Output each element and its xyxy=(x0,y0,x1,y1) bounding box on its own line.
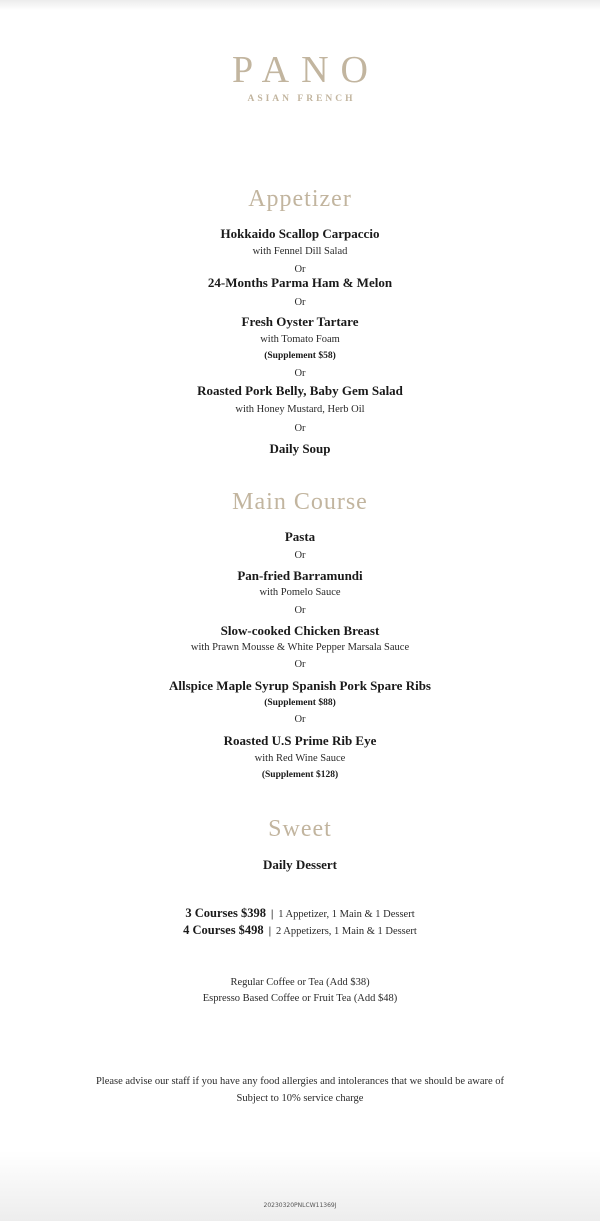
or-divider: Or xyxy=(294,659,306,670)
main-course-title: Main Course xyxy=(232,489,368,515)
main-item-4-name: Allspice Maple Syrup Spanish Pork Spare Ribs xyxy=(169,678,431,693)
service-charge-note: Subject to 10% service charge xyxy=(236,1093,364,1104)
or-divider: Or xyxy=(294,297,306,308)
beverage-regular: Regular Coffee or Tea (Add $38) xyxy=(230,977,370,988)
main-item-2-name: Pan-fried Barramundi xyxy=(237,568,363,583)
or-divider: Or xyxy=(294,264,306,275)
pricing-row-4-courses xyxy=(0,922,600,940)
or-divider: Or xyxy=(294,605,306,616)
pricing-label: 4 Courses $498 xyxy=(183,923,264,937)
pricing-separator: | xyxy=(268,926,271,937)
appetizer-item-1-name: Hokkaido Scallop Carpaccio xyxy=(220,226,380,241)
main-item-2-desc: with Pomelo Sauce xyxy=(259,587,341,598)
bottom-shade xyxy=(0,1151,600,1221)
brand-tagline: ASIAN FRENCH xyxy=(247,94,356,104)
pricing-separator: | xyxy=(270,909,274,920)
appetizer-item-4-desc: with Honey Mustard, Herb Oil xyxy=(235,404,365,415)
main-item-5-name: Roasted U.S Prime Rib Eye xyxy=(223,733,377,748)
or-divider: Or xyxy=(294,550,306,561)
main-item-5-desc: with Red Wine Sauce xyxy=(254,753,346,764)
main-item-3-name: Slow-cooked Chicken Breast xyxy=(220,623,380,638)
menu-reference-code: 20230320PNLCW11369J xyxy=(263,1202,337,1209)
appetizer-item-1-desc: with Fennel Dill Salad xyxy=(252,246,348,257)
appetizer-item-5-name: Daily Soup xyxy=(269,441,331,456)
appetizer-item-2-name: 24-Months Parma Ham & Melon xyxy=(207,275,393,290)
main-item-4-supplement: (Supplement $88) xyxy=(264,698,336,708)
main-item-5-supplement: (Supplement $128) xyxy=(261,770,339,780)
beverage-espresso: Espresso Based Coffee or Fruit Tea (Add $48) xyxy=(202,993,398,1004)
pricing-detail: 1 Appetizer, 1 Main & 1 Dessert xyxy=(278,909,415,920)
pricing-detail: 2 Appetizers, 1 Main & 1 Dessert xyxy=(276,926,417,937)
sweet-item-1-name: Daily Dessert xyxy=(262,857,337,872)
or-divider: Or xyxy=(294,368,306,379)
appetizer-item-3-supplement: (Supplement $58) xyxy=(264,351,336,361)
main-item-1-name: Pasta xyxy=(284,529,316,544)
appetizer-item-3-name: Fresh Oyster Tartare xyxy=(241,314,359,329)
or-divider: Or xyxy=(294,423,306,434)
pricing-row-3-courses xyxy=(0,905,600,923)
appetizer-title: Appetizer xyxy=(248,186,352,212)
appetizer-item-4-name: Roasted Pork Belly, Baby Gem Salad xyxy=(197,383,403,398)
brand-name: PANO xyxy=(232,49,380,91)
main-item-3-desc: with Prawn Mousse & White Pepper Marsala Sauce xyxy=(190,642,410,653)
appetizer-item-3-desc: with Tomato Foam xyxy=(260,334,340,345)
sweet-title: Sweet xyxy=(268,816,332,842)
allergy-note: Please advise our staff if you have any food allergies and intolerances that we should be aware of xyxy=(95,1076,505,1087)
pricing-label: 3 Courses $398 xyxy=(185,906,266,920)
or-divider: Or xyxy=(294,714,306,725)
brand-logo xyxy=(0,50,600,104)
top-shade xyxy=(0,0,600,10)
